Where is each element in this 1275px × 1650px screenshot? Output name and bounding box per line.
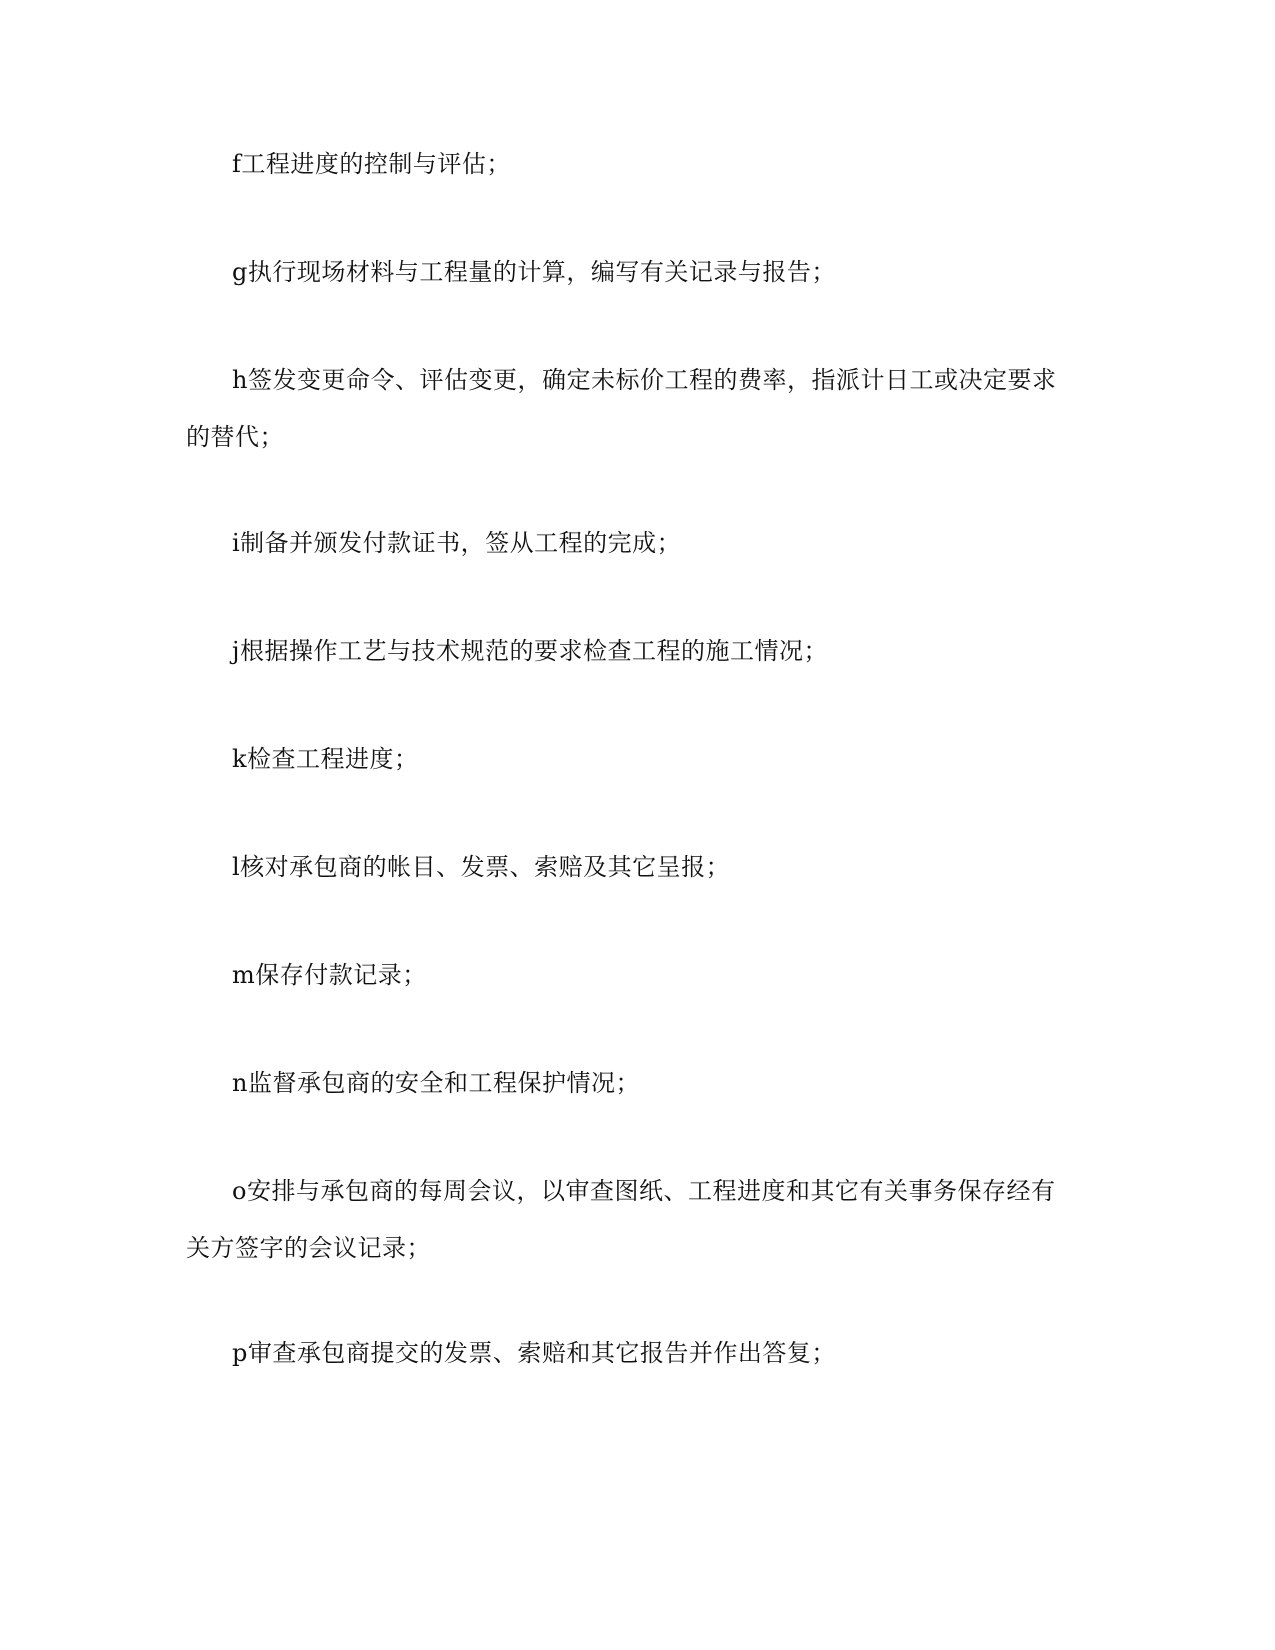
list-item: p审查承包商提交的发票、索赔和其它报告并作出答复； — [232, 1339, 836, 1367]
list-item: l核对承包商的帐目、发票、索赔及其它呈报； — [232, 853, 731, 881]
list-item: h签发变更命令、评估变更，确定未标价工程的费率，指派计日工或决定要求的替代； — [186, 366, 1057, 451]
list-item: j根据操作工艺与技术规范的要求检查工程的施工情况； — [232, 637, 828, 665]
list-item: f工程进度的控制与评估； — [232, 150, 511, 178]
list-item: g执行现场材料与工程量的计算，编写有关记录与报告； — [232, 258, 836, 286]
list-item: i制备并颁发付款证书，签从工程的完成； — [232, 529, 682, 557]
list-item: m保存付款记录； — [232, 961, 427, 989]
list-item: k检查工程进度； — [232, 745, 419, 773]
list-item: o安排与承包商的每周会议，以审查图纸、工程进度和其它有关事务保存经有关方签字的会议记录； — [186, 1177, 1056, 1262]
list-item: n监督承包商的安全和工程保护情况； — [232, 1069, 640, 1097]
